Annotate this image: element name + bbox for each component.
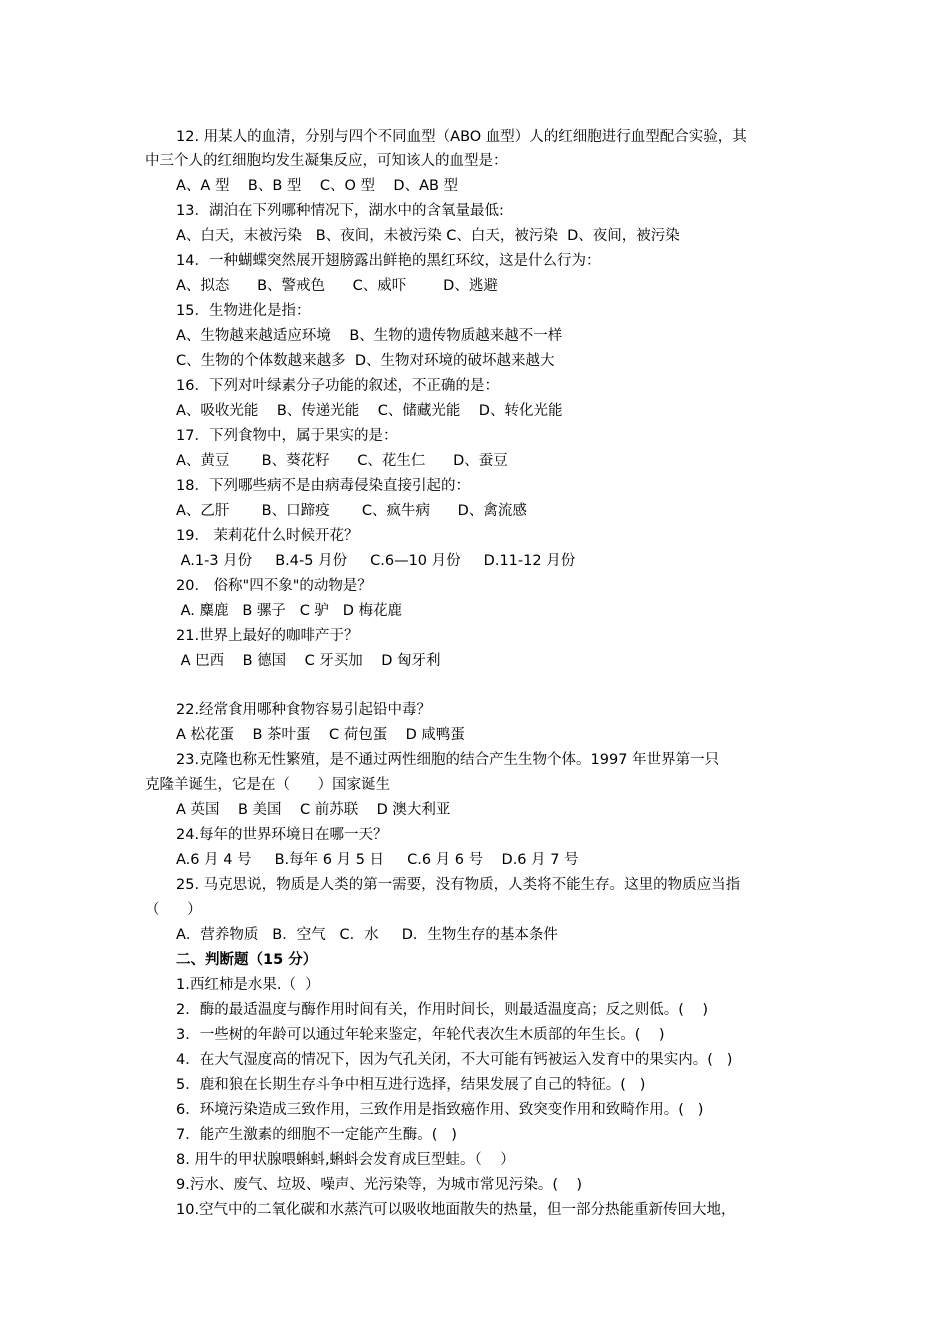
q25-options: A．营养物质 B．空气 C．水 D．生物生存的基本条件 [176,927,558,943]
q13-options: A、白天，末被污染 B、夜间，未被污染 C、白天，被污染 D、夜间，被污染 [176,228,680,244]
q24-options: A.6 月 4 号 B.每年 6 月 5 日 C.6 月 6 号 D.6 月 7 号 [176,852,579,868]
q15-text: 15．生物进化是指： [176,303,311,319]
tf-item-9: 9.污水、废气、垃圾、噪声、光污染等，为城市常见污染。( ) [176,1177,583,1193]
q21-text: 21.世界上最好的咖啡产于？ [176,628,359,644]
q18-options: A、乙肝 B、口蹄疫 C、疯牛病 D、禽流感 [176,503,527,519]
tf-item-10: 10.空气中的二氧化碳和水蒸汽可以吸收地面散失的热量，但一部分热能重新传回大地， [176,1202,736,1218]
tf-item-7: 7．能产生激素的细胞不一定能产生酶。( ) [176,1127,457,1143]
q14-options: A、拟态 B、警戒色 C、威吓 D、逃避 [176,278,498,294]
q20-text: 20． 俗称"四不象"的动物是？ [176,578,372,594]
q13-text: 13．湖泊在下列哪种情况下，湖水中的含氧量最低: [176,203,504,219]
q12-line1: 12. 用某人的血清，分别与四个不同血型（ABO 血型）人的红细胞进行血型配合实验，其 [176,129,747,145]
q17-options: A、黄豆 B、葵花籽 C、花生仁 D、蚕豆 [176,453,508,469]
q22-options: A 松花蛋 B 茶叶蛋 C 荷包蛋 D 咸鸭蛋 [176,727,465,743]
q16-text: 16．下列对叶绿素分子功能的叙述，不正确的是： [176,378,499,394]
tf-item-5: 5．鹿和狼在长期生存斗争中相互进行选择，结果发展了自己的特征。( ) [176,1077,646,1093]
tf-item-3: 3．一些树的年龄可以通过年轮来鉴定，年轮代表次生木质部的年生长。( ) [176,1027,665,1043]
tf-item-8: 8. 用牛的甲状腺喂蝌蚪,蝌蚪会发育成巨型蛙。（ ） [176,1152,515,1168]
tf-item-6: 6．环境污染造成三致作用，三致作用是指致癌作用、致突变作用和致畸作用。( ) [176,1102,704,1118]
section-heading: 二、判断题（15 分） [176,952,318,968]
q16-options: A、吸收光能 B、传递光能 C、储藏光能 D、转化光能 [176,403,563,419]
q24-text: 24.每年的世界环境日在哪一天？ [176,827,388,843]
tf-item-1: 1.西红柿是水果.（ ） [176,977,320,993]
q12-options: A、A 型 B、B 型 C、O 型 D、AB 型 [176,178,459,194]
q17-text: 17．下列食物中，属于果实的是： [176,428,398,444]
q15-options-cd: C、生物的个体数越来越多 D、生物对环境的破坏越来越大 [176,353,555,369]
q20-options: A. 麋鹿 B 骡子 C 驴 D 梅花鹿 [176,603,403,619]
q23-options: A 英国 B 美国 C 前苏联 D 澳大利亚 [176,802,451,818]
q23-line1: 23.克隆也称无性繁殖，是不通过两性细胞的结合产生生物个体。1997 年世界第一只 [176,752,720,768]
q19-text: 19． 茉莉花什么时候开花？ [176,528,359,544]
q25-line2: （ ） [145,902,202,918]
q14-text: 14．一种蝴蝶突然展开翅膀露出鲜艳的黑红环纹，这是什么行为： [176,253,601,269]
q22-text: 22.经常食用哪种食物容易引起铅中毒？ [176,702,432,718]
q25-line1: 25. 马克思说，物质是人类的第一需要，没有物质，人类将不能生存。这里的物质应当指 [176,877,741,893]
tf-item-4: 4．在大气湿度高的情况下，因为气孔关闭，不大可能有钙被运入发育中的果实内。( ) [176,1052,733,1068]
q19-options: A.1-3 月份 B.4-5 月份 C.6—10 月份 D.11-12 月份 [176,553,576,569]
q21-options: A 巴西 B 德国 C 牙买加 D 匈牙利 [176,653,441,669]
q12-line2: 中三个人的红细胞均发生凝集反应，可知该人的血型是： [145,153,508,169]
q23-line2: 克隆羊诞生，它是在（ ）国家诞生 [145,777,391,793]
q15-options-ab: A、生物越来越适应环境 B、生物的遗传物质越来越不一样 [176,328,563,344]
q18-text: 18．下列哪些病不是由病毒侵染直接引起的： [176,478,470,494]
tf-item-2: 2．酶的最适温度与酶作用时间有关，作用时间长，则最适温度高；反之则低。( ) [176,1002,708,1018]
